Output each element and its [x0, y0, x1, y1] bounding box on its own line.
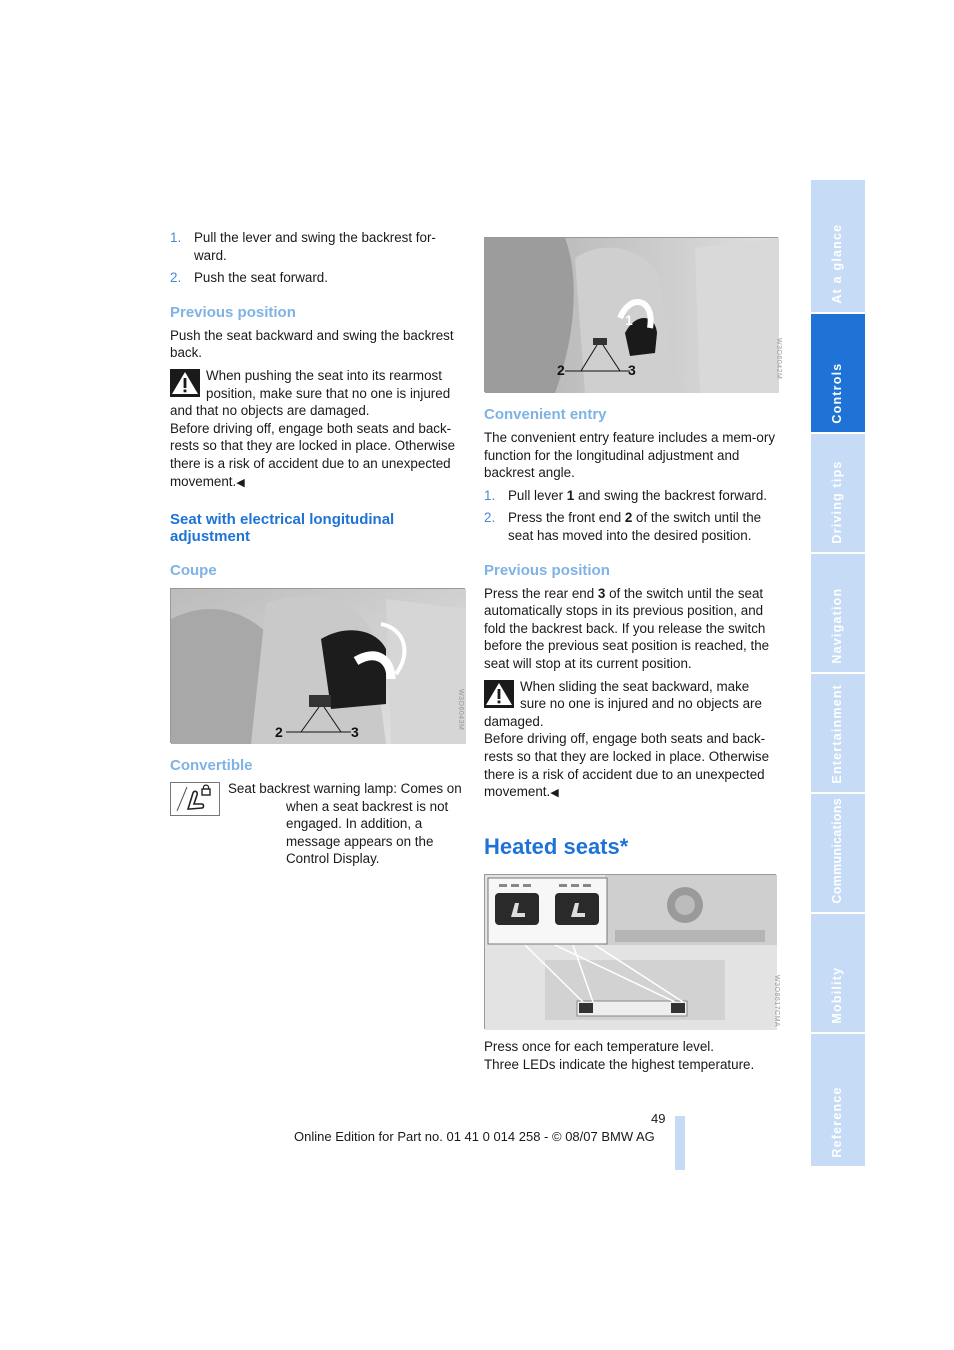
warning-text: When sliding the seat backward, make sure no one is injured and no objects are damaged.: [484, 678, 762, 729]
tab-driving-tips[interactable]: [811, 434, 865, 552]
list-text: of the switch until the seat has moved into the desired position.: [508, 510, 762, 543]
tab-reference[interactable]: [811, 1034, 865, 1166]
warning-icon: [484, 680, 514, 708]
warning-block: [170, 367, 464, 492]
body-text: [484, 585, 776, 673]
callout-1: 1: [625, 312, 633, 328]
list-text: Pull lever: [508, 487, 567, 503]
section-heading: Previous position: [170, 303, 296, 321]
warning-text-2: [484, 730, 776, 802]
callout-2: 2: [557, 362, 565, 378]
body-text-part: of the switch until the seat automatically stops in its previous position, and fold the backrest back. If you release the switch before the previous seat position is reached, the seat will stop at its current position.: [484, 585, 770, 671]
warning-icon: [170, 369, 200, 397]
list-bold: 1: [566, 487, 575, 503]
callout-3: 3: [628, 362, 636, 378]
heading-line: Seat with electrical longitudinal: [170, 511, 395, 529]
body-text: Press once for each temperature level.: [484, 1039, 714, 1054]
footer-bar: [675, 1116, 685, 1170]
warning-block: [484, 678, 776, 803]
body-text-part: Press the rear end: [484, 585, 598, 601]
list-text: and swing the backrest forward.: [574, 487, 768, 503]
tab-label: Navigation: [830, 588, 845, 664]
list-text: Press the front end: [508, 510, 625, 526]
tab-label: At a glance: [830, 224, 845, 304]
tab-label: Entertainment: [830, 684, 845, 784]
body-bold: 3: [597, 585, 606, 601]
tab-communications[interactable]: [811, 794, 865, 912]
section-heading: Previous position: [484, 561, 610, 579]
figure-code: W3O8617CMA: [773, 975, 780, 1028]
tab-label: Reference: [830, 1086, 845, 1158]
seat-illustration: [171, 589, 466, 744]
callout-2: 2: [275, 724, 283, 740]
tab-label: Communications: [830, 798, 845, 904]
body-text: Three LEDs indicate the highest temperature.: [484, 1056, 755, 1072]
tab-entertainment[interactable]: [811, 674, 865, 792]
page-number: 49: [651, 1111, 666, 1126]
convenient-entry-photo: [484, 237, 782, 392]
section-heading: Coupe: [170, 562, 217, 580]
tab-label: Mobility: [830, 967, 845, 1024]
tab-at-a-glance[interactable]: [811, 180, 865, 312]
list-bold: 2: [624, 510, 633, 526]
callout-3: 3: [351, 724, 359, 740]
figure-code: W3O6043M: [457, 689, 464, 731]
warning-text-2: [170, 420, 464, 492]
list-number: 2.: [170, 270, 182, 286]
section-heading: Convertible: [170, 757, 253, 774]
left-column-lower: [170, 757, 464, 868]
end-mark-icon: ◀: [550, 787, 559, 800]
lamp-block: [170, 780, 464, 868]
section-heading: [170, 511, 464, 545]
tab-mobility[interactable]: [811, 914, 865, 1032]
heated-seats-photo: [484, 874, 780, 1029]
left-column: [170, 229, 464, 580]
tab-label: Driving tips: [830, 460, 845, 544]
heated-seats-text: [484, 1038, 776, 1073]
edition-footer: Online Edition for Part no. 01 41 0 014 258 - © 08/07 BMW AG: [294, 1129, 655, 1144]
end-mark-icon: ◀: [236, 476, 245, 489]
list-text: Push the seat forward.: [194, 270, 328, 286]
list-item: [484, 509, 776, 544]
list-text: Pull the lever and swing the backrest for-ward.: [194, 230, 436, 263]
page-heading: Heated seats*: [484, 833, 629, 859]
coupe-seat-photo: [170, 588, 465, 743]
list-item: [484, 487, 776, 505]
warning-text-2-content: Before driving off, engage both seats and back-rests so that they are locked in place. Otherwise there is a risk of accident due to an unexpected movement.: [170, 420, 456, 489]
list-item: [170, 269, 464, 287]
list-number: 1.: [484, 487, 496, 503]
heading-line: adjustment: [170, 528, 251, 546]
list-number: 1.: [170, 230, 182, 245]
body-text: The convenient entry feature includes a mem-ory function for the longitudinal adjustment and backrest angle.: [484, 430, 776, 481]
body-text: Push the seat backward and swing the backrest back.: [170, 327, 454, 361]
lamp-text: Seat backrest warning lamp: Comes on when a seat backrest is not engaged. In addition, a message appears on the Control Display.: [228, 781, 462, 867]
warning-text: When pushing the seat into its rearmost position, make sure that no one is injured and that no objects are damaged.: [170, 367, 451, 419]
section-heading: Convenient entry: [484, 406, 607, 423]
warning-text-2-content: Before driving off, engage both seats and back-rests so that they are locked in place. Otherwise there is a risk of accident due to an unexpected movement.: [484, 731, 770, 800]
list-number: 2.: [484, 510, 496, 526]
console-illustration: [485, 875, 777, 1030]
tab-navigation[interactable]: [811, 554, 865, 672]
right-column: [484, 406, 776, 860]
figure-code: W3O6042M: [775, 338, 782, 380]
tab-label: Controls: [830, 363, 845, 424]
tab-controls[interactable]: [811, 314, 865, 432]
seat-backrest-lamp-icon: [170, 782, 220, 816]
list-item: [170, 229, 464, 264]
